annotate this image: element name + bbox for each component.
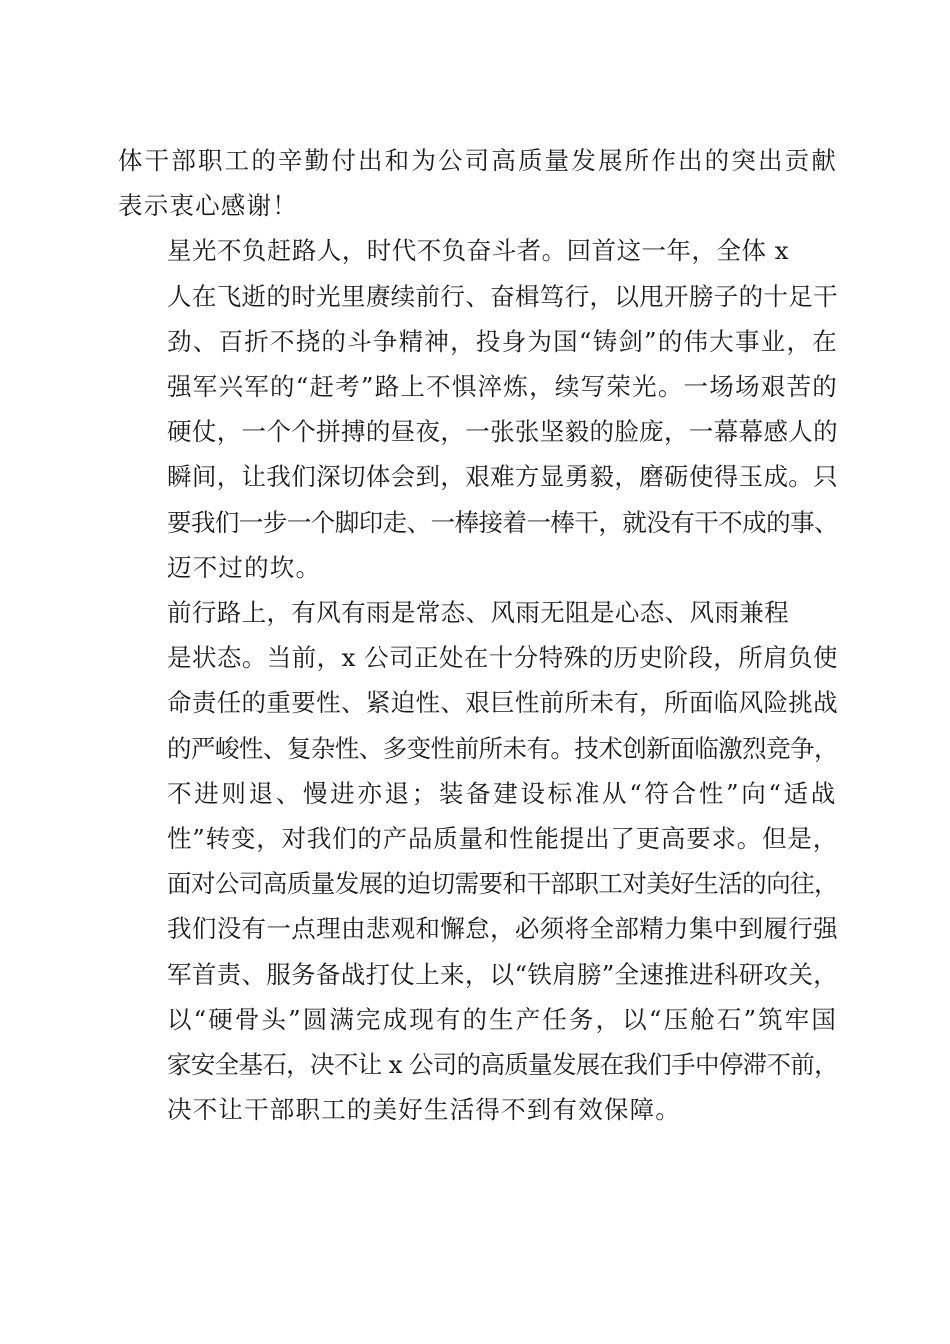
text-line: 命责任的重要性、紧迫性、艰巨性前所未有，所面临风险挑战 — [167, 688, 838, 718]
paragraph — [118, 590, 838, 1132]
text-line: 星光不负赶路人，时代不负奋斗者。回首这一年，全体 x — [167, 236, 789, 266]
text-line: 人在飞逝的时光里赓续前行、奋楫笃行，以甩开膀子的十足干 — [167, 281, 838, 311]
text-line: 劲、百折不挠的斗争精神，投身为国“铸剑”的伟大事业，在 — [167, 326, 838, 356]
text-line: 体干部职工的辛勤付出和为公司高质量发展所作出的突出贡献 — [118, 146, 838, 175]
text-line: 我们没有一点理由悲观和懈怠，必须将全部精力集中到履行强 — [167, 914, 838, 944]
text-line: 面对公司高质量发展的迫切需要和干部职工对美好生活的向往， — [167, 869, 838, 899]
text-line: 强军兴军的“赶考”路上不惧淬炼，续写荣光。一场场艰苦的 — [167, 372, 838, 402]
text-line: 以“硬骨头”圆满完成现有的生产任务，以“压舱石”筑牢国 — [167, 1004, 838, 1034]
text-line: 表示衷心感谢！ — [118, 191, 298, 221]
text-line: 硬仗，一个个拼搏的昼夜，一张张坚毅的脸庞，一幕幕感人的 — [167, 417, 838, 447]
text-line: 决不让干部职工的美好生活得不到有效保障。 — [167, 1095, 681, 1125]
text-line: 要我们一步一个脚印走、一棒接着一棒干，就没有干不成的事、 — [167, 507, 838, 537]
text-line: 性”转变，对我们的产品质量和性能提出了更高要求。但是， — [167, 824, 838, 854]
text-line: 瞬间，让我们深切体会到，艰难方显勇毅，磨砺使得玉成。只 — [167, 462, 838, 492]
text-line: 前行路上，有风有雨是常态、风雨无阻是心态、风雨兼程 — [167, 598, 789, 628]
document-body — [118, 138, 838, 1132]
text-line: 迈不过的坎。 — [167, 552, 322, 582]
text-line: 军首责、服务备战打仗上来，以“铁肩膀”全速推进科研攻关， — [167, 959, 838, 989]
text-line: 不进则退、慢进亦退；装备建设标准从“符合性”向“适战 — [167, 778, 838, 808]
paragraph — [118, 138, 838, 228]
paragraph — [118, 228, 838, 590]
text-line: 家安全基石，决不让 x 公司的高质量发展在我们手中停滞不前， — [167, 1050, 838, 1080]
text-line: 的严峻性、复杂性、多变性前所未有。技术创新面临激烈竞争， — [167, 733, 838, 763]
text-line: 是状态。当前，x 公司正处在十分特殊的历史阶段，所肩负使 — [167, 643, 838, 673]
